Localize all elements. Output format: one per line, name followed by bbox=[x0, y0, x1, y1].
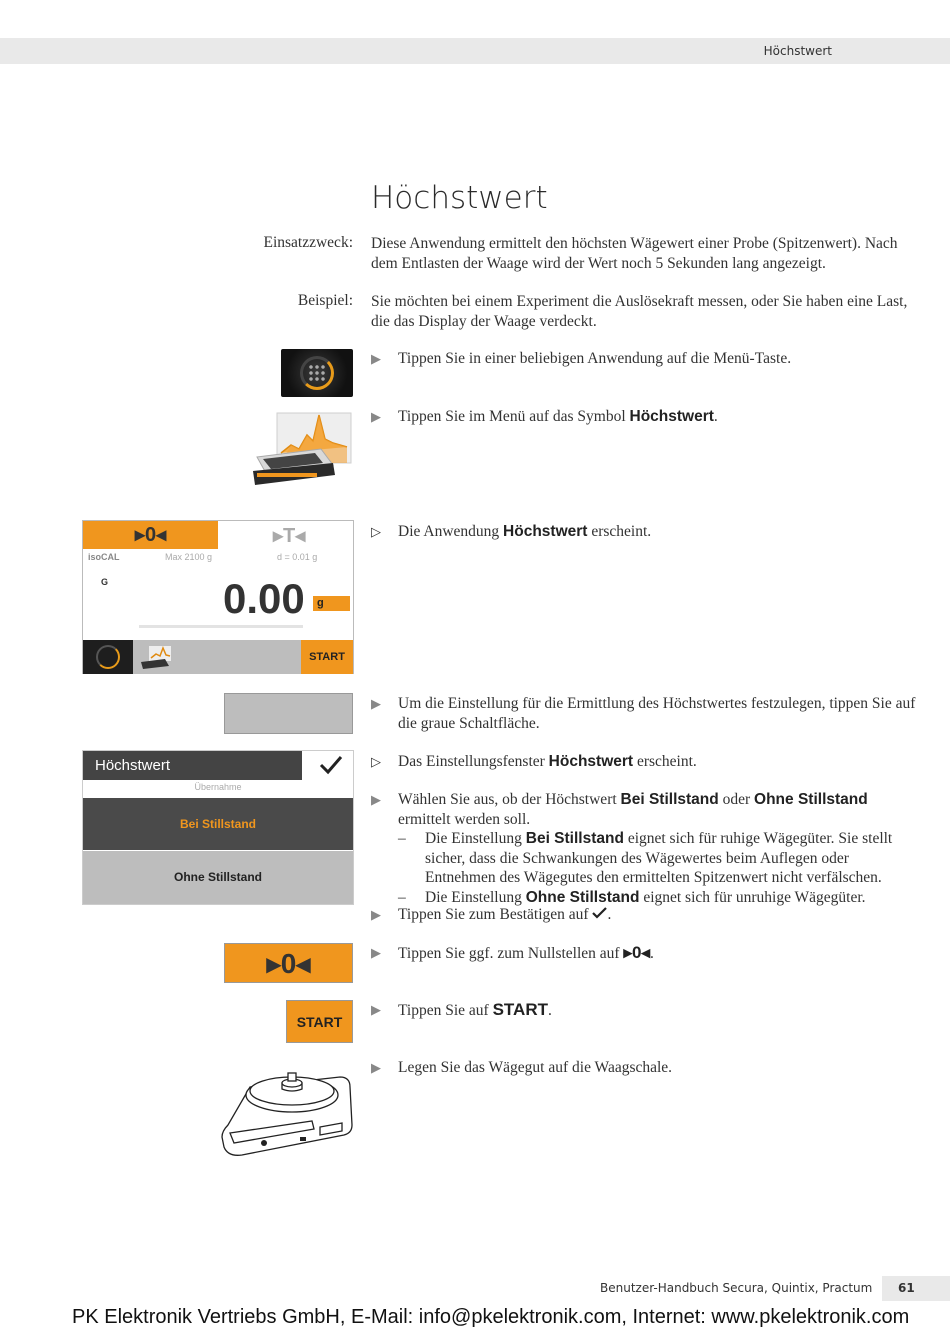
unit-button[interactable]: g bbox=[313, 596, 350, 611]
isocal-label: isoCAL bbox=[88, 552, 120, 562]
footer-manual-title: Benutzer-Handbuch Secura, Quintix, Practum bbox=[600, 1281, 873, 1295]
running-header: Höchstwert bbox=[763, 44, 832, 58]
display-start-button[interactable]: START bbox=[301, 640, 353, 674]
page-number-box bbox=[882, 1276, 950, 1301]
dialog-title: Höchstwert bbox=[83, 751, 302, 780]
sub-item-ohne-stillstand: – Die Einstellung Ohne Stillstand eignet sich für unruhige Wägegüter. bbox=[398, 888, 866, 906]
start-button[interactable]: START bbox=[286, 1000, 353, 1043]
menu-ring-icon bbox=[96, 645, 120, 669]
step-select-option: ▶ Wählen Sie aus, ob der Höchstwert Bei Stillstand oder Ohne Stillstand ermittelt werden soll. – Die Einstellung Bei Stillstand eignet sich für ruhige Wägegüter. Sie stellt sicher, dass die Schwankungen des Wägewertes beim Auflegen oder Entnehmen des Wägegutes den ermittelten Spitzenwert nicht verfälschen. – Die Einstellung Ohne Stillstand eignet sich für unruhige Wägegüter. bbox=[371, 790, 916, 907]
scale-display bbox=[82, 520, 354, 674]
purpose-text: Diese Anwendung ermittelt den höchsten Wägewert einer Probe (Spitzenwert). Nach dem Entlasten der Waage wird der Wert noch 5 Sekunden lang angezeigt. bbox=[371, 235, 898, 272]
watermark: PK Elektronik Vertriebs GmbH, E-Mail: info@pkelektronik.com, Internet: www.pkelektronik.com bbox=[72, 1306, 910, 1328]
option-ohne-stillstand[interactable]: Ohne Stillstand bbox=[83, 851, 353, 904]
dialog-subtitle: Übernahme bbox=[194, 782, 242, 792]
capacity-bar bbox=[139, 625, 303, 628]
sub-item-bei-stillstand: – Die Einstellung Bei Stillstand eignet sich für ruhige Wägegüter. Sie stellt sicher, dass die Schwankungen des Wägewertes beim Auflegen oder Entnehmen des Wägegutes den ermittelten Spitzenwert nicht verfälschen. bbox=[398, 830, 893, 886]
max-label: Max 2100 g bbox=[165, 552, 213, 562]
display-menu-button[interactable] bbox=[83, 640, 133, 674]
result-dialog-appears: ▷ Das Einstellungsfenster Höchstwert erscheint. bbox=[371, 753, 697, 770]
purpose-label: Einsatzzweck: bbox=[263, 234, 353, 251]
step-peak-symbol: ▶ Tippen Sie im Menü auf das Symbol Höchstwert. bbox=[371, 408, 718, 425]
menu-key-image bbox=[281, 349, 353, 397]
settings-dialog bbox=[82, 750, 354, 905]
peak-hold-icon bbox=[247, 405, 355, 490]
option-bei-stillstand[interactable]: Bei Stillstand bbox=[83, 798, 353, 850]
action-marker: ▶ bbox=[371, 351, 381, 366]
menu-grid-icon bbox=[308, 364, 326, 382]
display-tare-button[interactable]: ▸T◂ bbox=[273, 525, 306, 547]
step-start: ▶ Tippen Sie auf START. bbox=[371, 1000, 552, 1019]
step-zero: ▶ Tippen Sie ggf. zum Nullstellen auf ▸0◂. bbox=[371, 943, 654, 962]
confirm-check-icon[interactable] bbox=[318, 753, 344, 777]
result-marker: ▷ bbox=[371, 524, 381, 539]
peak-app-icon bbox=[139, 644, 173, 670]
scale-with-weight-drawing bbox=[220, 1055, 355, 1160]
page-title: Höchstwert bbox=[371, 180, 548, 216]
page-number: 61 bbox=[898, 1281, 915, 1295]
step-grey-button: ▶ Um die Einstellung für die Ermittlung des Höchstwertes festzulegen, tippen Sie auf die graue Schaltfläche. bbox=[371, 695, 916, 732]
grey-settings-button[interactable] bbox=[224, 693, 353, 734]
check-icon bbox=[592, 907, 607, 919]
example-label: Beispiel: bbox=[297, 292, 353, 309]
resolution-label: d = 0.01 g bbox=[277, 552, 318, 562]
display-button-bar bbox=[83, 640, 353, 674]
step-menu-key: ▶ Tippen Sie in einer beliebigen Anwendung auf die Menü-Taste. bbox=[371, 350, 792, 367]
step-confirm: ▶ Tippen Sie zum Bestätigen auf . bbox=[371, 906, 612, 923]
weight-value: 0.00 bbox=[223, 575, 305, 622]
example-text: Sie möchten bei einem Experiment die Auslösekraft messen, oder Sie haben eine Last, die das Display der Waage verdeckt. bbox=[371, 293, 908, 330]
display-zero-button[interactable]: ▸0◂ bbox=[83, 521, 218, 549]
step-load: ▶ Legen Sie das Wägegut auf die Waagschale. bbox=[371, 1059, 673, 1076]
gross-indicator: G bbox=[101, 577, 109, 587]
zero-button[interactable]: ▸0◂ bbox=[224, 943, 353, 983]
result-app-appears: ▷ Die Anwendung Höchstwert erscheint. bbox=[371, 523, 652, 540]
